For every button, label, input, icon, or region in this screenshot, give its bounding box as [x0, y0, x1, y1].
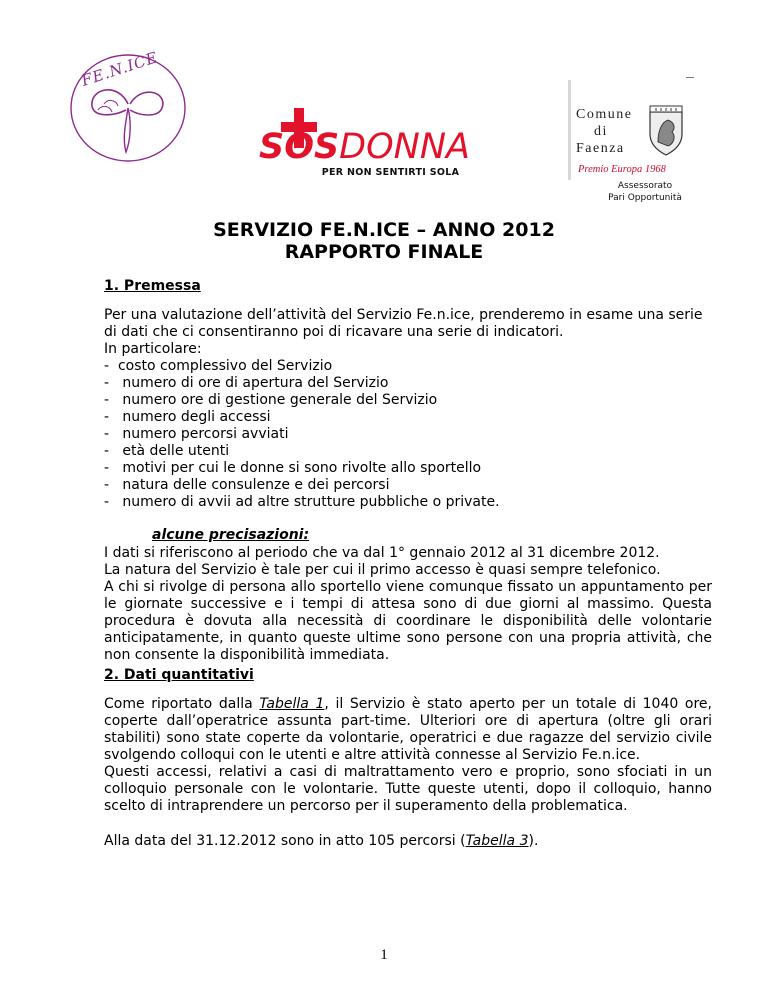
sos-tagline: PER NON SENTIRTI SOLA: [321, 167, 460, 178]
precisazioni-line1: I dati si riferiscono al periodo che va dal 1° gennaio 2012 al 31 dicembre 2012.: [104, 545, 660, 561]
section1-body: [104, 307, 712, 511]
assessorato-line2: Pari Opportunità: [608, 193, 682, 203]
sos-donna-wordmark: [259, 127, 470, 167]
p1-text-before: Come riportato dalla: [104, 696, 260, 712]
p3-text-after: ).: [528, 833, 539, 849]
comune-name: [576, 106, 632, 157]
precisazioni-heading: alcune precisazioni:: [152, 527, 310, 543]
donna-word: DONNA: [339, 127, 470, 167]
precisazioni-body: [104, 545, 712, 664]
sos-word: SOS: [259, 127, 340, 167]
precisazioni-paragraph: A chi si rivolge di persona allo sportello viene comunque fissato un appuntamento per le giornate successive e i tempi di attesa sono di due giorni al massimo. Questa procedura è dovuta alla necessità di coordinare le disponibilità delle volontarie anticipatamente, in quanto queste ultime sono persone con una propria attività, che non consente la disponibilità immediata.: [104, 579, 712, 663]
document-subtitle: RAPPORTO FINALE: [284, 241, 484, 263]
list-item: - natura delle consulenze e dei percorsi: [104, 477, 390, 493]
section2-heading: 2. Dati quantitativi: [104, 667, 254, 683]
comune-faenza-logo: [568, 80, 690, 180]
list-item: - costo complessivo del Servizio: [104, 358, 333, 374]
section2-paragraph2: Questi accessi, relativi a casi di maltrattamento vero e proprio, sono sfociati in un colloquio personale con le volontarie. Tutte queste utenti, dopo il colloquio, hanno scelto di intraprendere un percorso per il superamento della problematica.: [104, 764, 712, 814]
comune-line2: di: [594, 124, 608, 139]
p3-text-before: Alla data del 31.12.2012 sono in atto 105 percorsi (: [104, 833, 466, 849]
section1-heading: 1. Premessa: [104, 278, 201, 294]
comune-line1: Comune: [576, 107, 633, 122]
intro-line3: In particolare:: [104, 341, 202, 357]
list-item: - numero ore di gestione generale del Servizio: [104, 392, 438, 408]
section2-paragraph1: [104, 696, 712, 764]
precisazioni-line2: La natura del Servizio è tale per cui il primo accesso è quasi sempre telefonico.: [104, 562, 661, 578]
list-item: - numero percorsi avviati: [104, 426, 289, 442]
page-number: 1: [380, 947, 388, 963]
comune-line3: Faenza: [576, 141, 625, 156]
list-item: - numero di avvii ad altre strutture pubbliche o private.: [104, 494, 500, 510]
corner-dash: [686, 77, 694, 78]
assessorato-line1: Assessorato: [617, 181, 673, 191]
p1-text-after: , il Servizio è stato aperto per un totale di 1040 ore, coperte dall’operatrice assunta part-time. Ulteriori ore di apertura (oltre gli orari stabiliti) sono state coperte da volontarie, operatrici e due ragazze del servizio civile svolgendo colloqui con le utenti e altre attività connesse al Servizio Fe.n.ice.: [104, 696, 712, 763]
intro-line1: Per una valutazione dell’attività del Servizio Fe.n.ice, prenderemo in esame una serie: [104, 307, 703, 323]
coat-of-arms-icon: [646, 104, 686, 156]
section2-paragraph3: [104, 833, 712, 850]
intro-line2: di dati che ci consentiranno poi di ricavare una serie di indicatori.: [104, 324, 564, 340]
sos-donna-logo: [255, 108, 480, 180]
list-item: - numero degli accessi: [104, 409, 271, 425]
tabella-3-link[interactable]: Tabella 3: [465, 833, 529, 849]
section2-body: [104, 696, 712, 815]
premio-europa: Premio Europa 1968: [578, 164, 666, 175]
tabella-1-link[interactable]: Tabella 1: [259, 696, 325, 712]
list-item: - età delle utenti: [104, 443, 230, 459]
document-title: SERVIZIO FE.N.ICE – ANNO 2012: [213, 219, 555, 241]
list-item: - numero di ore di apertura del Servizio: [104, 375, 389, 391]
fenice-logo-text: FE.N.ICE: [79, 48, 161, 90]
comune-divider: [568, 80, 571, 180]
assessorato-caption: [600, 180, 690, 204]
list-item: - motivi per cui le donne si sono rivolte allo sportello: [104, 460, 482, 476]
